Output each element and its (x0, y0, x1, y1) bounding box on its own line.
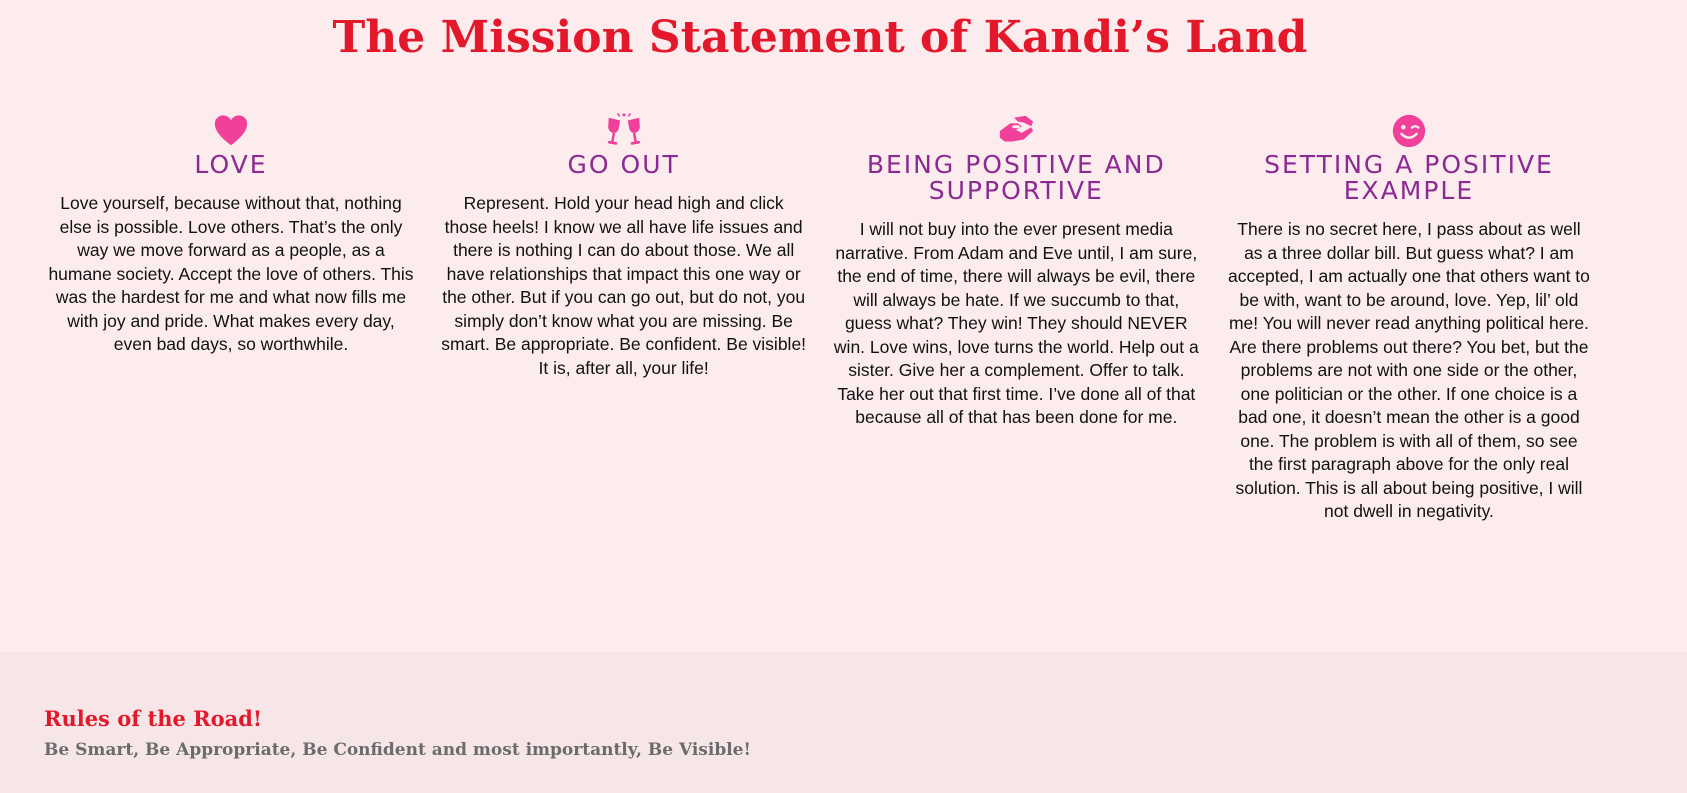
handshake-icon (829, 112, 1203, 150)
feature-title: LOVE (194, 150, 268, 179)
page-title: The Mission Statement of Kandi’s Land (332, 12, 1308, 63)
feature-go-out (437, 112, 811, 524)
mission-features (44, 112, 1596, 524)
feature-love (44, 112, 418, 524)
feature-being-positive (829, 112, 1203, 524)
feature-title: GO OUT (567, 150, 680, 179)
toast-glasses-icon (437, 112, 811, 150)
footer-tagline: Be Smart, Be Appropriate, Be Confident and most importantly, Be Visible! (44, 740, 751, 760)
feature-positive-example (1222, 112, 1596, 524)
feature-title: BEING POSITIVE AND SUPPORTIVE (866, 150, 1166, 205)
feature-text: Love yourself, because without that, nothing else is possible. Love others. That’s the only way we move forward as a people, as a humane society. Accept the love of others. This was the hardest for me and what now fills me with joy and pride. What makes every day, even bad days, so worthwhile. (48, 193, 414, 354)
wink-smile-icon (1222, 112, 1596, 150)
feature-title: SETTING A POSITIVE EXAMPLE (1264, 150, 1554, 205)
feature-text: Represent. Hold your head high and click those heels! I know we all have life issues and there is nothing I can do about those. We all have relationships that impact this one way or the other. But if you can go out, but do not, you simply don’t know what you are missing. Be smart. Be appropriate. Be confident. Be visible! It is, after all, your life! (441, 193, 807, 378)
heart-icon (44, 112, 418, 150)
feature-text: There is no secret here, I pass about as well as a three dollar bill. But guess what? I am accepted, I am actually one that others want to be with, want to be around, love. Yep, lil’ old me! You will never read anything political here. Are there problems out there? You bet, but the problems are not with one side or the other, one politician or the other. If one choice is a bad one, it doesn’t mean the other is a good one. The problem is with all of them, so see the first paragraph above for the only real solution. This is all about being positive, I will not dwell in negativity. (1228, 219, 1590, 521)
footer-heading: Rules of the Road! (44, 706, 263, 731)
footer (0, 652, 1687, 793)
feature-text: I will not buy into the ever present media narrative. From Adam and Eve until, I am sure, the end of time, there will always be evil, there will always be hate. If we succumb to that, guess what? They win! They should NEVER win. Love wins, love turns the world. Help out a sister. Give her a complement. Offer to talk. Take her out that first time. I’ve done all of that because all of that has been done for me. (833, 219, 1199, 427)
